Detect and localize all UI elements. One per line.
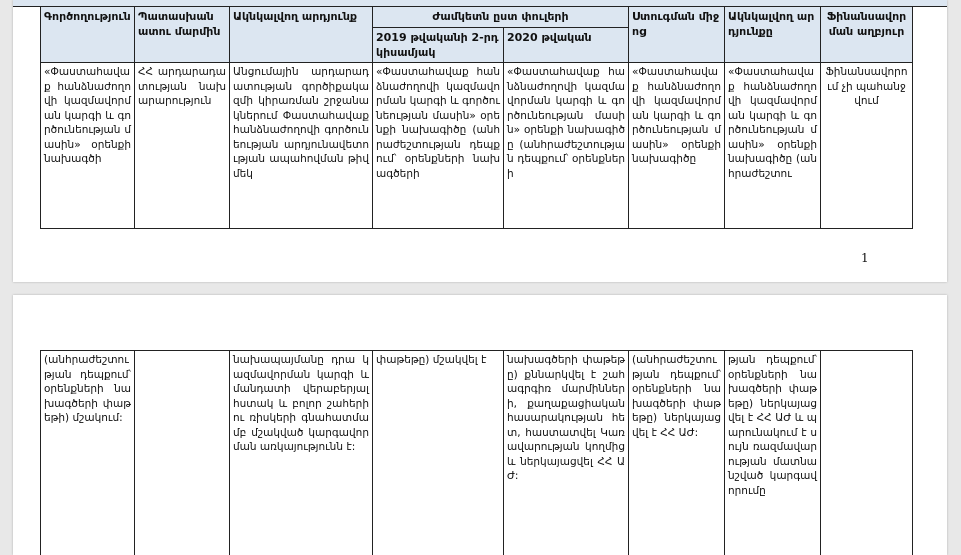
cell-expected-result [230, 351, 373, 555]
document-page-1 [13, 0, 947, 282]
cell-action-text: (անհրաժեշտության դեպքում՝ օրենքների նախագծերի փաթեթի) մշակում: [44, 353, 131, 426]
cell-2020-text: «Փաստահավաք հանձնաժողովի կազմավորման կարգի և գործունեության մասին» օրենքի նախագիծը (անհրաժեշտության դեպքում՝ օրենքների [507, 65, 625, 181]
header-expected-result: Ակնկալվող արդյունք [230, 7, 373, 63]
cell-funding-source [821, 351, 913, 555]
cell-outcome-text: թյան դեպքում՝ օրենքների նախագծերի փաթեթը) ներկայացվել է ՀՀ ԱԺ և պարունակում է սույն ռազմավարության մատնանշված կարգավորումը [728, 353, 817, 498]
action-plan-table-top [40, 6, 913, 229]
cell-2020 [504, 351, 629, 555]
cell-responsible-body [135, 63, 230, 229]
cell-expected-result-text: Անցումային արդարադատության գործիքակազմի կիրառման շրջանակներում Փաստահավաք հանձնաժողովի գործունեության արդյունավետության ապահովման թիվ մեկ [233, 65, 369, 181]
cell-2020-text: նախագծերի փաթեթը) քննարկվել է շահագրգիռ մարմինների, քաղաքացիական հասարակության հետ, հաստատվել Կառավարության կողմից և ներկայացվել ՀՀ ԱԺ: [507, 353, 625, 484]
cell-responsible-text: ՀՀ արդարադատության նախարարություն [138, 65, 226, 109]
header-2019-h2: 2019 թվականի 2-րդ կիսամյակ [373, 28, 504, 63]
cell-outcome-text: «Փաստահավաք հանձնաժողովի կազմավորման կարգի և գործունեության մասին» օրենքի նախագիծը (անհրաժեշտու [728, 65, 817, 181]
table-row [41, 63, 913, 229]
cell-action-text: «Փաստահավաք հանձնաժողովի կազմավորման կարգի և գործունեության մասին» օրենքի նախագծի [44, 65, 131, 167]
cell-responsible-body [135, 351, 230, 555]
page-number: 1 [861, 251, 869, 265]
cell-funding-source [821, 63, 913, 229]
header-verification-means: Ստուգման միջոց [629, 7, 725, 63]
cell-2019-text: «Փաստահավաք հանձնաժողովի կազմավորման կարգի և գործունեության մասին» օրենքի նախագիծը (անհրաժեշտության դեպքում՝ օրենքների նախագծերի [376, 65, 500, 181]
header-funding-source: Ֆինանսավորման աղբյուր [821, 7, 913, 63]
cell-verification-means [629, 351, 725, 555]
header-responsible-body: Պատասխան ատու մարմին [135, 7, 230, 63]
cell-verification-means [629, 63, 725, 229]
action-plan-table-continued [40, 350, 913, 555]
cell-funding-text: Ֆինանսավորում չի պահանջվում [826, 66, 908, 107]
cell-expected-result-text: նախապայմանը դրա կազմավորման կարգի և մանդատի վերաբերյալ հստակ և բոլոր շահերի ու ռիսկերի գնահատմամբ մշակված կարգավորման առկայությունն է: [233, 353, 369, 455]
table-header-row [41, 7, 913, 28]
cell-expected-outcome [725, 351, 821, 555]
cell-verification-text: (անհրաժեշտության դեպքում՝ օրենքների նախագծերի փաթեթը) ներկայացվել է ՀՀ ԱԺ: [632, 353, 721, 440]
cell-action [41, 351, 135, 555]
cell-2019-h2 [373, 351, 504, 555]
table-row [41, 351, 913, 555]
cell-expected-outcome [725, 63, 821, 229]
header-expected-outcome: Ակնկալվող արդյունքը [725, 7, 821, 63]
header-2020: 2020 թվական [504, 28, 629, 63]
header-action: Գործողություն [41, 7, 135, 63]
cell-action [41, 63, 135, 229]
cell-2020 [504, 63, 629, 229]
document-page-2 [13, 295, 947, 555]
cell-2019-h2 [373, 63, 504, 229]
header-timeline-group: Ժամկետն ըստ փուլերի [373, 7, 629, 28]
cell-2019-text: փաթեթը) մշակվել է [376, 353, 500, 368]
cell-verification-text: «Փաստահավաք հանձնաժողովի կազմավորման կարգի և գործունեության մասին» օրենքի նախագիծը [632, 65, 721, 167]
cell-expected-result [230, 63, 373, 229]
